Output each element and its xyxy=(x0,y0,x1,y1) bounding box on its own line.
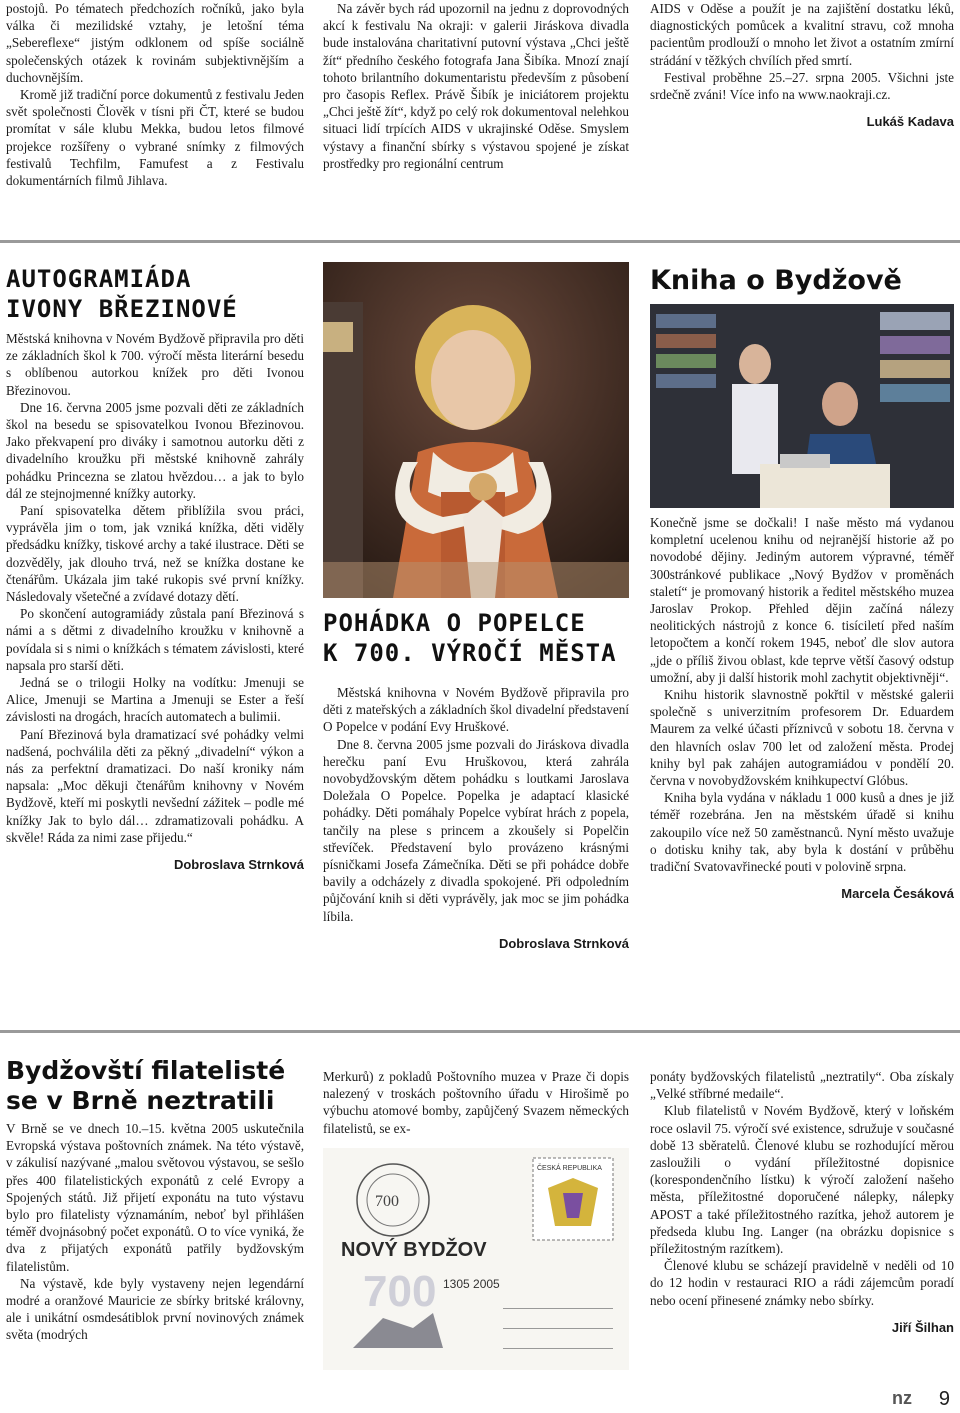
paragraph: Kniha byla vydána v nákladu 1 000 kusů a dnes je již téměř rozebrána. Jen na městském úřadě si knihu zakoupilo více než 50 zaměstnanců. Nyní město uvažuje o dotisku knihy tak, aby byla k dostání v průběhu tradiční Svatovavřinecké pouti v polovině srpna. xyxy=(650,790,954,875)
filatelie-column-3 xyxy=(650,1068,954,1336)
paragraph: AIDS v Oděse a použít je na zajištění dostatku léků, diagnostických pomůcek a kvalitní stravu, což mnoha pacientům prodlouží o mnoho let život a ostatním zmírní strádání v těžkých chvílích před smrtí. xyxy=(650,1,954,68)
paragraph: Knihu historik slavnostně pokřtil v městské galerii společně s univerzitním profesorem Dr. Eduardem Maurem za velké účasti příznivců v sobotu 18. června v den hlavních oslav 700 let od založení města. Prodej knihy byl pak zahájen autogramiádou v pondělí 20. června v novobydžovském knihkupectví Glóbus. xyxy=(650,687,954,789)
paragraph: postojů. Po tématech předchozích ročníků, jako byla válka či mezilidské vztahy, je letošní téma „Sebereflexe“ jistým odklonem od spíše sociálně společenských otázek k rovinám subjektivnějším a duchovnějším. xyxy=(6,1,304,85)
paragraph: Městská knihovna v Novém Bydžově připravila pro děti z mateřských a základních škol divadelní představení O Popelce v podání Evy Hruškové. xyxy=(323,685,629,735)
title-line: IVONY BŘEZINOVÉ xyxy=(6,295,238,323)
magazine-logo: nz xyxy=(892,1388,912,1408)
paragraph: ponáty bydžovských filatelistů „neztratily“. Oba získaly „Velké stříbrné medaile“. xyxy=(650,1069,954,1102)
bookstore-illustration xyxy=(650,304,954,508)
postcard-illustration xyxy=(323,1148,629,1370)
paragraph: Paní Březinová byla dramatizací své pohádky velmi nadšená, pochválila děti za pěkný „divadelní“ výkon a nás za perfektní dramatizaci. Do naší kroniky nám napsala: „Moc děkuji čtenářům knihovny v Novém Bydžově, kteří mi poskytli nevšední zážitek – podle mé knížky Jak to bylo dál… zdramatizovali pohádku. A skvěle! Ráda za nimi zase přijedu.“ xyxy=(6,726,304,845)
top-column-3 xyxy=(650,0,954,130)
puppet-show-photo xyxy=(323,262,629,598)
postmark-number: 700 xyxy=(375,1193,399,1210)
signature: Marcela Česáková xyxy=(841,886,954,902)
postcard-number: 700 xyxy=(363,1267,437,1316)
article-title xyxy=(6,264,238,324)
postcard-brand: NOVÝ BYDŽOV xyxy=(341,1239,487,1261)
title-line: se v Brně neztratili xyxy=(6,1086,275,1115)
filatelie-column-2 xyxy=(323,1068,629,1137)
puppet-show-illustration xyxy=(323,262,629,598)
signature: Jiří Šilhan xyxy=(891,1319,954,1335)
title-line: POHÁDKA O POPELCE xyxy=(323,609,586,637)
title-line: AUTOGRAMIÁDA xyxy=(6,265,192,293)
paragraph: Konečně jsme se dočkali! I naše město má vydanou kompletní ucelenou knihu od nejranější historie až po novodobé dějiny. Jediným autorem výpravné, téměř 300stránkové publikace „Nový Bydžov v proměnách staletí“ je promovaný historik a ředitel městského muzea Jaroslav Prokop. Přehled dějin začíná nálezy neolitických nástrojů z konce 6. tisíciletí před naším letopočtem a končí rokem 1945, neboť dle slov autora „jde o příliš živou oblast, kde teprve větší časový odstup umožní, aby ji další historik mohl zachytit objektivněji“. xyxy=(650,515,954,685)
signature: Dobroslava Strnková xyxy=(173,857,304,873)
autogramiada-body xyxy=(6,330,304,873)
paragraph: Dne 16. června 2005 jsme pozvali děti ze základních škol na besedu se spisovatelkou Ivonou Březinovou. Jako překvapení pro diváky i samotnou autorku děti z divadelního kroužku při městské knihovně zahrály pohádku Princezna se zlatou hvězdou… a jak to bylo dál ze stejnojmenné knížky autorky. xyxy=(6,399,304,501)
paragraph: Festival proběhne 25.–27. srpna 2005. Všichni jste srdečně zváni! Více info na www.naokraji.cz. xyxy=(650,69,954,103)
paragraph: Jedná se o trilogii Holky na vodítku: Jmenuji se Alice, Jmenuji se Martina a Jmenuji se Ester a řeší závislosti na drogách, hracích automatech a bulimii. xyxy=(6,675,304,725)
title-line: K 700. VÝROČÍ MĚSTA xyxy=(323,639,617,667)
popelka-body xyxy=(323,684,629,952)
postcard-years: 1305 2005 xyxy=(443,1277,500,1291)
paragraph: Městská knihovna v Novém Bydžově připravila pro děti ze základních škol k 700. výročí města literární besedu s oblíbenou autorkou knížek pro děti Ivonou Březinovou. xyxy=(6,331,304,398)
signature: Dobroslava Strnková xyxy=(498,935,629,951)
section-divider xyxy=(0,240,960,243)
paragraph: Po skončení autogramiády zůstala paní Březinová s námi a s dětmi z divadelního kroužku v knihovně a povídala si s nimi o knížkách s tématem závislosti, které napsala pro starší děti. xyxy=(6,606,304,673)
top-column-1 xyxy=(6,0,304,189)
postcard-image xyxy=(323,1148,629,1370)
kniha-body xyxy=(650,514,954,902)
article-title xyxy=(6,1056,285,1116)
paragraph: V Brně se ve dnech 10.–15. května 2005 uskutečnila Evropská výstava poštovních známek. Na této výstavě, v zákulisí nazývané „malou světovou výstavou, se sešlo přes 400 filatelistických exponátů z celé Evropy a Spojených států. Již přijetí exponátu na tuto výstavu bylo pro filatelisty významáním, neboť byl přihlášen téměř dvojnásobný počet exponátů. O to více vyniká, že dva z přijatých exponátů patřily bydžovským filatelistům. xyxy=(6,1121,304,1274)
paragraph: Paní spisovatelka dětem přiblížila svou práci, vyprávěla jim o tom, jak vzniká knížka, děti viděly předsádku knížky, tiskové archy a také ilustrace. Děti se dozvěděly, jak dlouho trvá, než se knížka dostane ke čtenářům. Ukázala jim také rukopis své první knížky. Následovaly všetečné a zvídavé dotazy dětí. xyxy=(6,503,304,605)
paragraph: Klub filatelistů v Novém Bydžově, který v loňském roce oslavil 75. výročí své existence, sdružuje v současné době 13 sběratelů. Členové klubu se rozhodující měrou zasloužili o vydání příležitostné dopisnice (korespondenčního lístku) k výročí založení našeho města, příležitostné doporučené nálepky, nálepky APOST a také příležitostného razítka, jehož autorem je předseda klubu Ing. Langer (na obrázku dopisnice s příležitostným razítkem). xyxy=(650,1103,954,1257)
filatelie-column-1 xyxy=(6,1120,304,1344)
paragraph: Merkurů) z pokladů Poštovního muzea v Praze či dopis nalezený v troskách poštovního úřadu v Hirošimě po výbuchu atomové bomby, zapůjčený Svazem německých filatelistů, se ex- xyxy=(323,1069,629,1136)
signature: Lukáš Kadava xyxy=(866,114,954,130)
article-title: Kniha o Bydžově xyxy=(650,265,902,296)
section-divider xyxy=(0,1030,960,1033)
stamp-header: ČESKÁ REPUBLIKA xyxy=(537,1165,602,1172)
article-title xyxy=(323,608,629,668)
paragraph: Dne 8. června 2005 jsme pozvali do Jiráskova divadla herečku paní Evu Hruškovou, která zahrála novobydžovským dětem pohádku s loutkami Jaroslava Doležala O Popelce. Popelka je adaptací klasické pohádky. Děti pomáhaly Popelce vybírat hrách z popela, tančily na plese s princem a zkoušely si Popelčin střevíček. Představení bylo provázeno krásnými písničkami Josefa Zámečníka. Děti se při pohádce dobře bavily a odcházely z divadla spokojené. Při odpoledním půjčování knih si děti vyprávěly, jak moc se jim pohádka líbila. xyxy=(323,736,629,924)
paragraph: Kromě již tradiční porce dokumentů z festivalu Jeden svět společnosti Člověk v tísni při ČT, které se budou promítat v sále klubu Mekka, budou letos filmové projekce rozšířeny o vybrané snímky z filmových festivalů Techfilm, Famufest a z Festivalu dokumentárních filmů Jihlava. xyxy=(6,87,304,189)
paragraph: Na výstavě, kde byly vystaveny nejen legendární modré a oranžové Mauricie ze sbírky britské královny, ale i unikátní osmdesátiblok první novinových známek světa (modrých xyxy=(6,1275,304,1343)
title-line: Bydžovští filatelisté xyxy=(6,1056,286,1085)
top-column-2 xyxy=(323,0,629,172)
page-number: 9 xyxy=(938,1388,950,1410)
bookstore-photo xyxy=(650,304,954,508)
paragraph: Členové klubu se scházejí pravidelně v neděli od 10 do 12 hodin v restauraci RIO a rádi zájemcům poradí nebo ocení přinesené známky nebo sbírky. xyxy=(650,1258,954,1308)
paragraph: Na závěr bych rád upozornil na jednu z doprovodných akcí k festivalu Na okraji: v galerii Jiráskova divadla bude instalována charitativní putovní výstava „Chci ještě žít“ předního českého fotografa Jana Šibíka. Mnozí znají tohoto brilantního dokumentaristu především z působení pro časopis Reflex. Právě Šibík je iniciátorem projektu „Chci ještě žít“, když po celý rok dokumentoval nelehkou situaci lidí trpících AIDS v ukrajinské Oděse. Smyslem výstavy a finanční sbírky s výstavou spojené je získat prostředky pro regionální centrum xyxy=(323,1,629,171)
